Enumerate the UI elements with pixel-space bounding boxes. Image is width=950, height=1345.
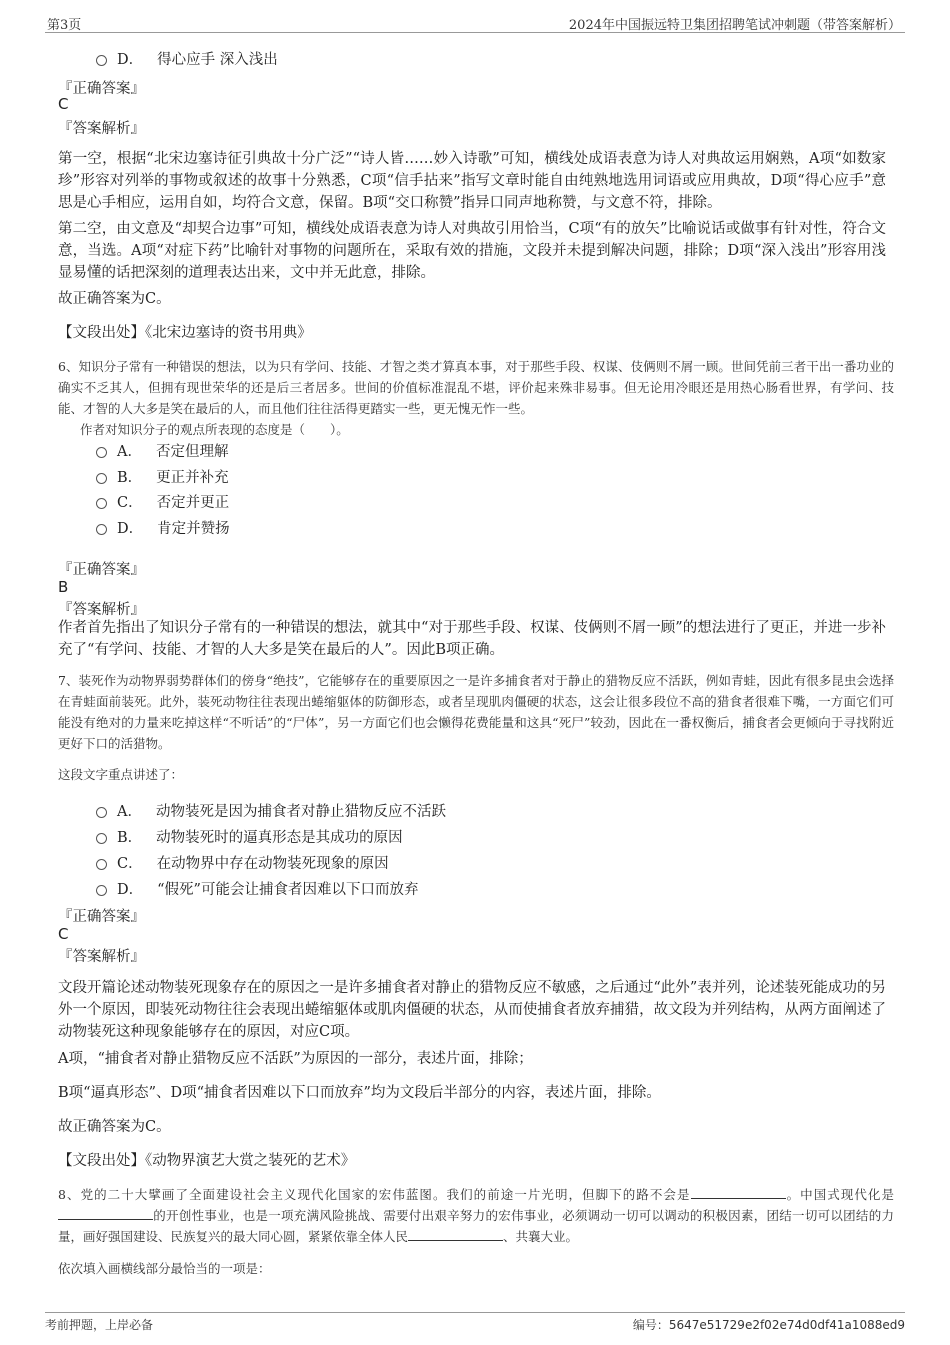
q7-option-c[interactable]: C． 在动物界中存在动物装死现象的原因	[96, 852, 389, 873]
q7-analysis-p1: 文段开篇论述动物装死现象存在的原因之一是许多捕食者对静止的猎物反应不敏感，之后通过“此外”表并列，论述装死能成功的另外一个原因，即装死动物往往会表现出蜷缩躯体或肌肉僵硬的状态，从而使捕食者放弃捕猎，故文段为并列结构，从两方面阐述了动物装死这种现象能够存在的原因，对应C项。	[58, 980, 886, 1040]
q5-answer-label: 『正确答案』	[58, 81, 145, 97]
q5-analysis-label: 『答案解析』	[58, 121, 145, 137]
q5-analysis-p2: 第二空，由文意及“却契合边事”可知，横线处成语表意为诗人对典故引用恰当，C项“有的放矢”比喻说话或做事有针对性，符合文意，当选。A项“对症下药”比喻针对事物的问题所在，采取有效的措施，文段并未提到解决问题，排除；D项“深入浅出”形容用浅显易懂的话把深刻的道理表达出来，文中并无此意，排除。	[58, 221, 886, 281]
q6-option-a[interactable]: A． 否定但理解	[96, 440, 228, 461]
q6-option-b[interactable]: B． 更正并补充	[96, 466, 229, 487]
q6-option-d[interactable]: D． 肯定并赞扬	[96, 517, 230, 538]
radio-icon[interactable]	[96, 807, 107, 818]
q7-option-b[interactable]: B． 动物装死时的逼真形态是其成功的原因	[96, 826, 403, 847]
q5-conclusion: 故正确答案为C。	[58, 291, 171, 307]
q7-answer: C	[58, 925, 69, 943]
q7-answer-label: 『正确答案』	[58, 909, 145, 925]
radio-icon[interactable]	[96, 447, 107, 458]
radio-icon[interactable]	[96, 524, 107, 535]
q7-stem: 7、装死作为动物界弱势群体们的傍身“绝技”，它能够存在的重要原因之一是许多捕食者对于静止的猎物反应不活跃，例如青蛙，因此有很多昆虫会选择在青蛙面前装死。此外，装死动物往往表现出蜷缩躯体的防御形态，或者呈现肌肉僵硬的状态，这会让很多段位不高的猎食者很难下嘴，一方面它们可能没有绝对的力量来吃掉这样“不听话”的“尸体”，另一方面它们也会懒得花费能量和这具“死尸”较劲，因此在一番权衡后，捕食者会更倾向于寻找附近更好下口的活猎物。	[58, 673, 894, 751]
q6-answer-label: 『正确答案』	[58, 562, 145, 578]
q5-answer: C	[58, 95, 69, 113]
q6-option-c[interactable]: C． 否定并更正	[96, 491, 229, 512]
page-footer	[45, 1312, 905, 1333]
q5-option-d[interactable]: D． 得心应手 深入浅出	[96, 48, 278, 69]
q5-source: 【文段出处】《北宋边塞诗的资书用典》	[58, 325, 312, 341]
q6-question: 作者对知识分子的观点所表现的态度是（ ）。	[80, 422, 349, 437]
q6-analysis: 作者首先指出了知识分子常有的一种错误的想法，就其中“对于那些手段、权谋、伎俩则不屑一顾”的想法进行了更正，并进一步补充了“有学问、技能、才智的人大多是笑在最后的人”。因此B项正确。	[58, 620, 886, 658]
q8-question: 依次填入画横线部分最恰当的一项是：	[58, 1261, 271, 1276]
q7-option-d[interactable]: D． “假死”可能会让捕食者因难以下口而放弃	[96, 878, 418, 899]
q7-option-a[interactable]: A． 动物装死是因为捕食者对静止猎物反应不活跃	[96, 800, 446, 821]
q7-analysis-p3: B项“逼真形态”、D项“捕食者因难以下口而放弃”均为文段后半部分的内容，表述片面，排除。	[58, 1085, 661, 1101]
q7-analysis-p2: A项，“捕食者对静止猎物反应不活跃”为原因的一部分，表述片面，排除；	[58, 1051, 533, 1067]
radio-icon[interactable]	[96, 885, 107, 896]
radio-icon[interactable]	[96, 859, 107, 870]
radio-icon[interactable]	[96, 55, 107, 66]
q7-conclusion: 故正确答案为C。	[58, 1119, 171, 1135]
q7-question: 这段文字重点讲述了：	[58, 767, 184, 782]
document-code: 编号：5647e51729e2f02e74d0df41a1088ed9	[632, 1318, 905, 1332]
fill-blank-2[interactable]	[58, 1207, 153, 1220]
fill-blank-3[interactable]	[408, 1228, 503, 1241]
footer-slogan: 考前押题，上岸必备	[45, 1318, 154, 1332]
radio-icon[interactable]	[96, 833, 107, 844]
page-header	[45, 12, 905, 33]
fill-blank-1[interactable]	[691, 1186, 786, 1199]
q5-analysis-p1: 第一空，根据“北宋边塞诗征引典故十分广泛”“诗人皆……妙入诗歌”可知，横线处成语表意为诗人对典故运用娴熟，A项“如数家珍”形容对列举的事物或叙述的故事十分熟悉，C项“信手拈来”指写文章时能自由纯熟地选用词语或应用典故，D项“得心应手”意思是心手相应，运用自如，均符合文意，保留。B项“交口称赞”指异口同声地称赞，与文意不符，排除。	[58, 151, 886, 211]
q8-stem: 8、党的二十大擘画了全面建设社会主义现代化国家的宏伟蓝图。我们的前途一片光明，但脚下的路不会是 。中国式现代化是的开创性事业，也是一项充满风险挑战、需要付出艰辛努力的宏伟事业，必须调动一切可以调动的积极因素，团结一切可以团结的力量，画好强国建设、民族复兴的最大同心圆，紧紧依靠全体人民 、共襄大业。	[58, 1187, 894, 1244]
q7-source: 【文段出处】《动物界演艺大赏之装死的艺术》	[58, 1153, 356, 1169]
q7-analysis-label: 『答案解析』	[58, 949, 145, 965]
document-title: 2024年中国振远特卫集团招聘笔试冲刺题（带答案解析）	[568, 18, 901, 33]
page-number: 第3页	[47, 18, 82, 33]
radio-icon[interactable]	[96, 473, 107, 484]
q6-analysis-label: 『答案解析』	[58, 602, 145, 618]
q6-stem: 6、知识分子常有一种错误的想法，以为只有学问、技能、才智之类才算真本事，对于那些手段、权谋、伎俩则不屑一顾。世间凭前三者干出一番功业的确实不乏其人，但拥有现世荣华的还是后三者居多。世间的价值标准混乱不堪，评价起来殊非易事。但无论用冷眼还是用热心肠看世界，有学问、技能、才智的人大多是笑在最后的人，而且他们往往活得更踏实一些，更无愧无怍一些。	[58, 359, 894, 416]
q6-answer: B	[58, 578, 69, 596]
radio-icon[interactable]	[96, 498, 107, 509]
